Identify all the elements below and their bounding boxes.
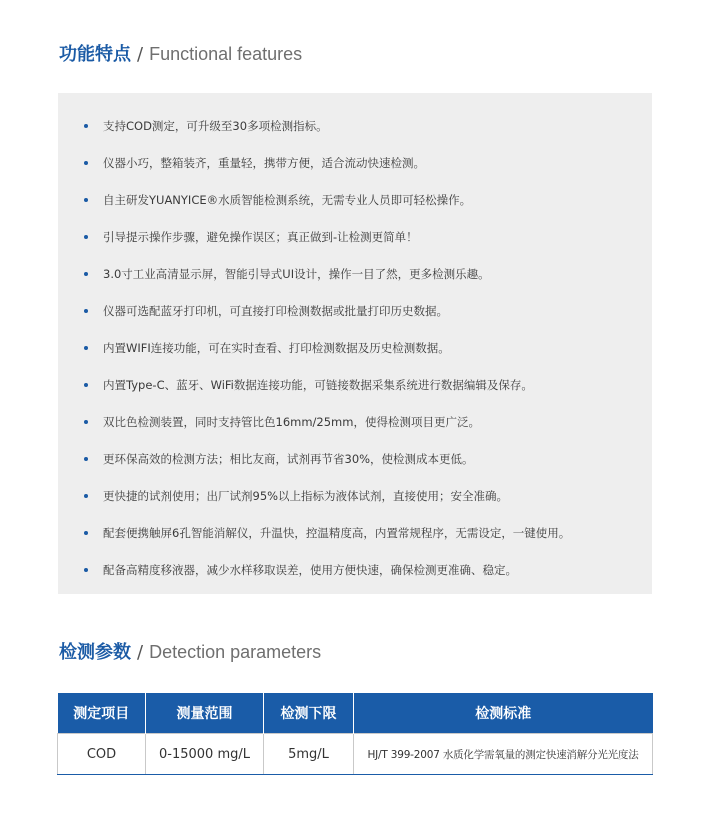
header-lower-limit: 检测下限 bbox=[264, 693, 354, 734]
feature-text: 引导提示操作步骤，避免操作误区；真正做到-让检测更简单！ bbox=[103, 230, 418, 244]
params-title-en: Detection parameters bbox=[149, 642, 322, 662]
bullet-dot-icon bbox=[84, 124, 88, 128]
cell-item: COD bbox=[58, 734, 146, 775]
header-standard: 检测标准 bbox=[354, 693, 653, 734]
feature-text: 配备高精度移液器，减少水样移取误差，使用方便快速，确保检测更准确、稳定。 bbox=[103, 563, 517, 577]
features-list bbox=[58, 115, 652, 596]
feature-item bbox=[58, 411, 652, 448]
features-panel bbox=[58, 93, 652, 594]
bullet-dot-icon bbox=[84, 383, 88, 387]
bullet-dot-icon bbox=[84, 235, 88, 239]
header-item: 测定项目 bbox=[58, 693, 146, 734]
params-table-header-row bbox=[58, 693, 653, 734]
header-range: 测量范围 bbox=[146, 693, 264, 734]
feature-item bbox=[58, 263, 652, 300]
feature-item bbox=[58, 522, 652, 559]
params-section-title bbox=[59, 641, 321, 664]
feature-item bbox=[58, 189, 652, 226]
bullet-dot-icon bbox=[84, 309, 88, 313]
bullet-dot-icon bbox=[84, 272, 88, 276]
feature-text: 仪器小巧，整箱装齐，重量轻，携带方便，适合流动快速检测。 bbox=[103, 156, 425, 170]
feature-item bbox=[58, 300, 652, 337]
bullet-dot-icon bbox=[84, 346, 88, 350]
features-title-en: Functional features bbox=[149, 44, 303, 64]
feature-text: 内置WIFI连接功能，可在实时查看、打印检测数据及历史检测数据。 bbox=[103, 341, 450, 355]
bullet-dot-icon bbox=[84, 457, 88, 461]
features-title-separator: / bbox=[137, 44, 144, 65]
feature-text: 支持COD测定，可升级至30多项检测指标。 bbox=[103, 119, 328, 133]
bullet-dot-icon bbox=[84, 420, 88, 424]
feature-item bbox=[58, 337, 652, 374]
params-table bbox=[57, 693, 653, 775]
feature-item bbox=[58, 152, 652, 189]
feature-text: 双比色检测装置，同时支持管比色16mm/25mm，使得检测项目更广泛。 bbox=[103, 415, 480, 429]
cell-lower-limit: 5mg/L bbox=[264, 734, 354, 775]
feature-text: 更环保高效的检测方法；相比友商，试剂再节省30%，使检测成本更低。 bbox=[103, 452, 474, 466]
bullet-dot-icon bbox=[84, 494, 88, 498]
cell-range: 0-15000 mg/L bbox=[146, 734, 264, 775]
feature-item bbox=[58, 448, 652, 485]
feature-text: 更快捷的试剂使用；出厂试剂95%以上指标为液体试剂，直接使用；安全准确。 bbox=[103, 489, 509, 503]
feature-text: 配套便携触屏6孔智能消解仪，升温快，控温精度高，内置常规程序，无需设定，一键使用。 bbox=[103, 526, 571, 540]
bullet-dot-icon bbox=[84, 161, 88, 165]
bullet-dot-icon bbox=[84, 198, 88, 202]
feature-text: 3.0寸工业高清显示屏，智能引导式UI设计，操作一目了然，更多检测乐趣。 bbox=[103, 267, 490, 281]
feature-item bbox=[58, 374, 652, 411]
feature-text: 内置Type-C、蓝牙、WiFi数据连接功能，可链接数据采集系统进行数据编辑及保存。 bbox=[103, 378, 533, 392]
feature-item bbox=[58, 485, 652, 522]
bullet-dot-icon bbox=[84, 531, 88, 535]
feature-text: 自主研发YUANYICE®水质智能检测系统，无需专业人员即可轻松操作。 bbox=[103, 193, 472, 207]
table-row bbox=[58, 734, 653, 775]
feature-item bbox=[58, 559, 652, 596]
cell-standard: HJ/T 399-2007 水质化学需氧量的测定快速消解分光光度法 bbox=[354, 734, 653, 775]
feature-text: 仪器可选配蓝牙打印机，可直接打印检测数据或批量打印历史数据。 bbox=[103, 304, 448, 318]
bullet-dot-icon bbox=[84, 568, 88, 572]
feature-item bbox=[58, 115, 652, 152]
params-title-cn: 检测参数 bbox=[59, 642, 131, 663]
params-title-separator: / bbox=[137, 642, 144, 663]
features-section-title bbox=[59, 43, 302, 66]
feature-item bbox=[58, 226, 652, 263]
features-title-cn: 功能特点 bbox=[59, 44, 131, 65]
